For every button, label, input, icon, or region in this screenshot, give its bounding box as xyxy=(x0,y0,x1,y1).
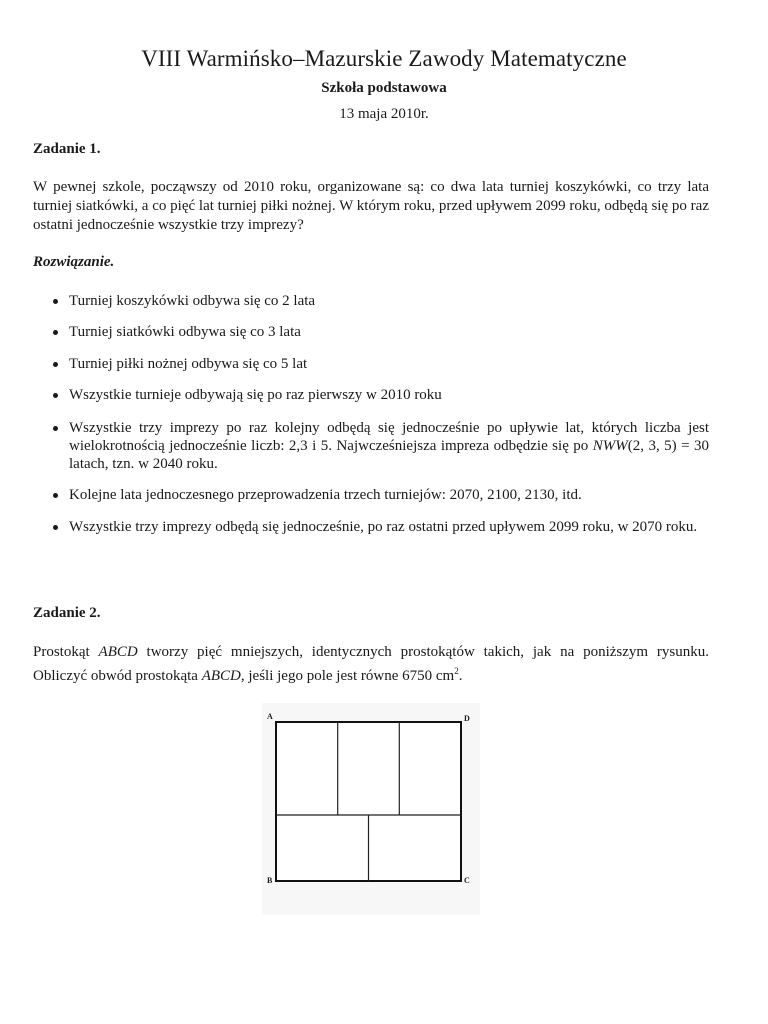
corner-label-d: D xyxy=(464,714,470,723)
bullet-icon xyxy=(53,299,58,304)
bullet-icon xyxy=(53,362,58,367)
rectangle-diagram xyxy=(262,703,480,915)
rectangle-figure xyxy=(262,703,480,915)
list-item: Wszystkie turnieje odbywają się po raz pierwszy w 2010 roku xyxy=(69,386,709,404)
bullet-icon xyxy=(53,525,58,530)
bullet-icon xyxy=(53,330,58,335)
task1-heading: Zadanie 1. xyxy=(33,141,101,157)
document-date: 13 maja 2010r. xyxy=(339,106,429,122)
list-item: Turniej piłki nożnej odbywa się co 5 lat xyxy=(69,355,709,373)
corner-label-a: A xyxy=(267,712,273,721)
task1-text: W pewnej szkole, począwszy od 2010 roku, organizowane są: co dwa lata turniej koszykówki, co trzy lata turniej siatkówki, a co pięć lat turniej piłki nożnej. W którym roku, przed upływem 2099 roku, odbędą się po raz ostatni jednocześnie wszystkie trzy imprezy? xyxy=(33,179,709,233)
list-item: Kolejne lata jednoczesnego przeprowadzenia trzech turniejów: 2070, 2100, 2130, itd. xyxy=(69,486,709,504)
document-title: VIII Warmińsko–Mazurskie Zawody Matematyczne xyxy=(141,46,627,71)
bullet-icon xyxy=(53,426,58,431)
list-item: Turniej koszykówki odbywa się co 2 lata xyxy=(69,292,709,310)
list-item: Wszystkie trzy imprezy po raz kolejny odbędą się jednocześnie po upływie lat, których liczba jest wielokrotnością jednocześnie liczb: 2,3 i 5. Najwcześniejsza impreza odbędzie się po NWW(2, 3, 5) = 30 latach, tzn. w 2040 roku. xyxy=(69,419,709,473)
list-item: Wszystkie trzy imprezy odbędą się jednocześnie, po raz ostatni przed upływem 2099 roku, w 2070 roku. xyxy=(69,518,709,536)
corner-label-c: C xyxy=(464,876,470,885)
document-subtitle: Szkoła podstawowa xyxy=(321,80,447,96)
list-item: Turniej siatkówki odbywa się co 3 lata xyxy=(69,323,709,341)
bullet-icon xyxy=(53,493,58,498)
corner-label-b: B xyxy=(267,876,273,885)
solution-label: Rozwiązanie. xyxy=(33,254,115,270)
task2-heading: Zadanie 2. xyxy=(33,605,101,621)
bullet-icon xyxy=(53,393,58,398)
task2-text: Prostokąt ABCD tworzy pięć mniejszych, identycznych prostokątów takich, jak na poniższym rysunku. Obliczyć obwód prostokąta ABCD, jeśli jego pole jest równe 6750 $cm^2$. xyxy=(33,644,710,684)
